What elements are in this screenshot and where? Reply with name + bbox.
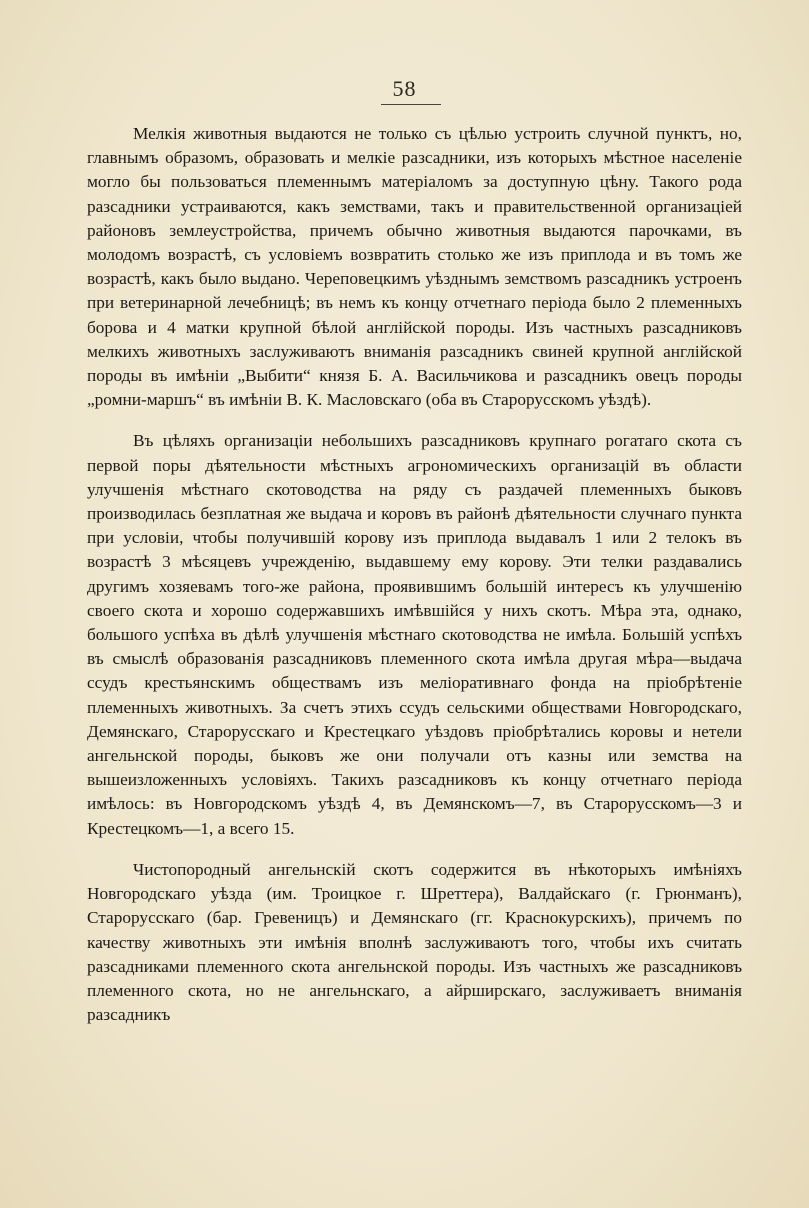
body-text (87, 122, 742, 1044)
paragraph-1: Мелкія животныя выдаются не только съ цѣлью устроить случной пунктъ, но, главнымъ образомъ, образовать и мелкіе разсадники, изъ которыхъ мѣстное населеніе могло бы пользоваться племеннымъ матеріаломъ за доступную цѣну. Такого рода разсадники устраиваются, какъ земствами, такъ и правительственной организаціей районовъ землеустройства, причемъ обычно животныя выдаются парочками, въ молодомъ возрастѣ, съ условіемъ возвратить столько же изъ приплода и въ томъ же возрастѣ, какъ было выдано. Череповецкимъ уѣзднымъ земствомъ разсадникъ устроенъ при ветеринарной лечебницѣ; въ немъ къ концу отчетнаго періода было 2 племенныхъ борова и 4 матки крупной бѣлой англійской породы. Изъ частныхъ разсадниковъ мелкихъ животныхъ заслуживаютъ вниманія разсадникъ свиней крупной англійской породы въ имѣніи „Выбити“ князя Б. А. Васильчикова и разсадникъ овецъ породы „ромни-маршъ“ въ имѣніи В. К. Масловскаго (оба въ Старорусскомъ уѣздѣ). (87, 124, 742, 410)
paragraph-3: Чистопородный ангельнскій скотъ содержится въ нѣкоторыхъ имѣніяхъ Новгородскаго уѣзда (им. Троицкое г. Шреттера), Валдайскаго (г. Грюнманъ), Старорусскаго (бар. Гревеницъ) и Демянскаго (гг. Краснокурскихъ), причемъ по качеству животныхъ эти имѣнія вполнѣ заслуживаютъ того, чтобы ихъ считать разсадниками племенного скота ангельнской породы. Изъ частныхъ же разсадниковъ племенного скота, но не ангельнскаго, а айрширскаго, заслуживаетъ вниманія разсадникъ (87, 859, 742, 1025)
page-number-rule (381, 104, 441, 105)
paragraph-2: Въ цѣляхъ организаціи небольшихъ разсадниковъ крупнаго рогатаго скота съ первой поры дѣятельности мѣстныхъ агрономическихъ организацій въ области улучшенія мѣстнаго скотоводства на ряду съ раздачей племенныхъ быковъ производилась безплатная же выдача и коровъ въ районѣ дѣятельности случнаго пункта при условіи, чтобы получившій корову изъ приплода выдавалъ 1 или 2 телокъ въ возрастѣ 3 мѣсяцевъ учрежденію, выдавшему ему корову. Эти телки раздавались другимъ хозяевамъ того-же района, проявившимъ большій интересъ къ улучшенію своего скота и хорошо содержавшихъ имѣвшійся у нихъ скотъ. Мѣра эта, однако, большого успѣха въ дѣлѣ улучшенія мѣстнаго скотоводства не имѣла. Большій успѣхъ въ смыслѣ образованія разсадниковъ племенного скота имѣла другая мѣра—выдача ссудъ крестьянскимъ обществамъ изъ меліоративнаго фонда на пріобрѣтеніе племенныхъ животныхъ. За счетъ этихъ ссудъ сельскими обществами Новгородскаго, Демянскаго, Старорусскаго и Крестецкаго уѣздовъ пріобрѣтались коровы и нетели ангельнской породы, быковъ же они получали отъ казны или земства на вышеизложенныхъ условіяхъ. Такихъ разсадниковъ къ концу отчетнаго періода имѣлось: въ Новгородскомъ уѣздѣ 4, въ Демянскомъ—7, въ Старорусскомъ—3 и Крестецкомъ—1, а всего 15. (87, 431, 742, 838)
page-number: 58 (392, 76, 417, 101)
